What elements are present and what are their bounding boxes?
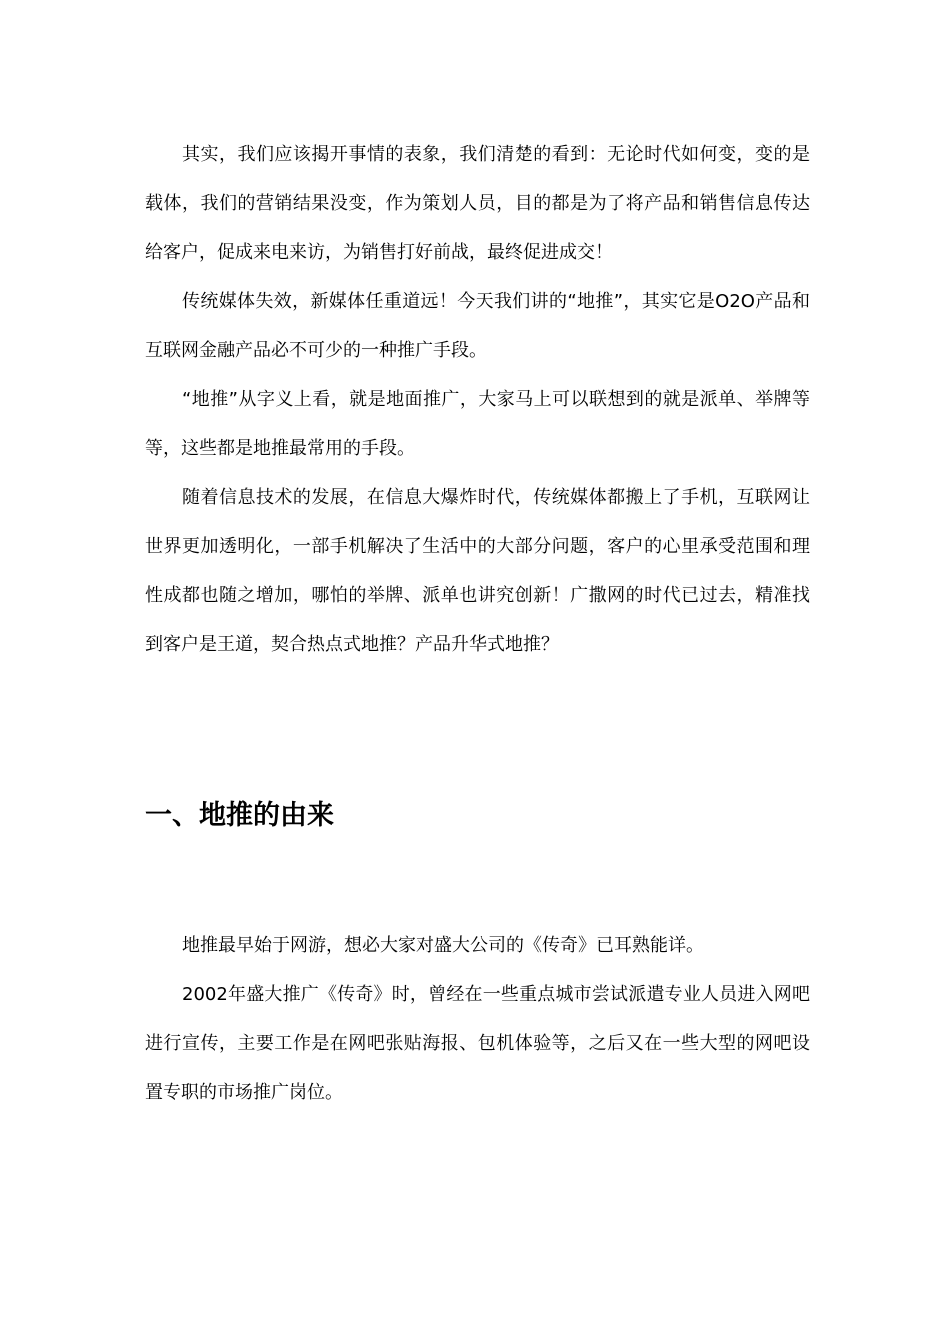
- section-paragraph-2: 2002年盛大推广《传奇》时，曾经在一些重点城市尝试派遣专业人员进入网吧进行宣传，主要工作是在网吧张贴海报、包机体验等，之后又在一些大型的网吧设置专职的市场推广岗位。: [145, 984, 810, 1103]
- intro-paragraph-2: 传统媒体失效，新媒体任重道远！今天我们讲的“地推”，其实它是O2O产品和互联网金融产品必不可少的一种推广手段。: [145, 291, 810, 361]
- intro-paragraph-4: 随着信息技术的发展，在信息大爆炸时代，传统媒体都搬上了手机，互联网让世界更加透明化，一部手机解决了生活中的大部分问题，客户的心里承受范围和理性成都也随之增加，哪怕的举牌、派单也讲究创新！广撒网的时代已过去，精准找到客户是王道，契合热点式地推？产品升华式地推？: [145, 487, 810, 655]
- section-paragraph-1: 地推最早始于网游，想必大家对盛大公司的《传奇》已耳熟能详。: [182, 935, 704, 956]
- intro-paragraph-1: 其实，我们应该揭开事情的表象，我们清楚的看到：无论时代如何变，变的是载体，我们的营销结果没变，作为策划人员，目的都是为了将产品和销售信息传达给客户，促成来电来访，为销售打好前战，最终促进成交！: [145, 144, 810, 263]
- section-heading: 一、地推的由来: [145, 800, 334, 831]
- document-body: [145, 130, 810, 1117]
- section-spacer: [145, 669, 810, 796]
- heading-spacer: [145, 836, 810, 921]
- intro-paragraph-3: “地推”从字义上看，就是地面推广，大家马上可以联想到的就是派单、举牌等等，这些都是地推最常用的手段。: [145, 389, 810, 459]
